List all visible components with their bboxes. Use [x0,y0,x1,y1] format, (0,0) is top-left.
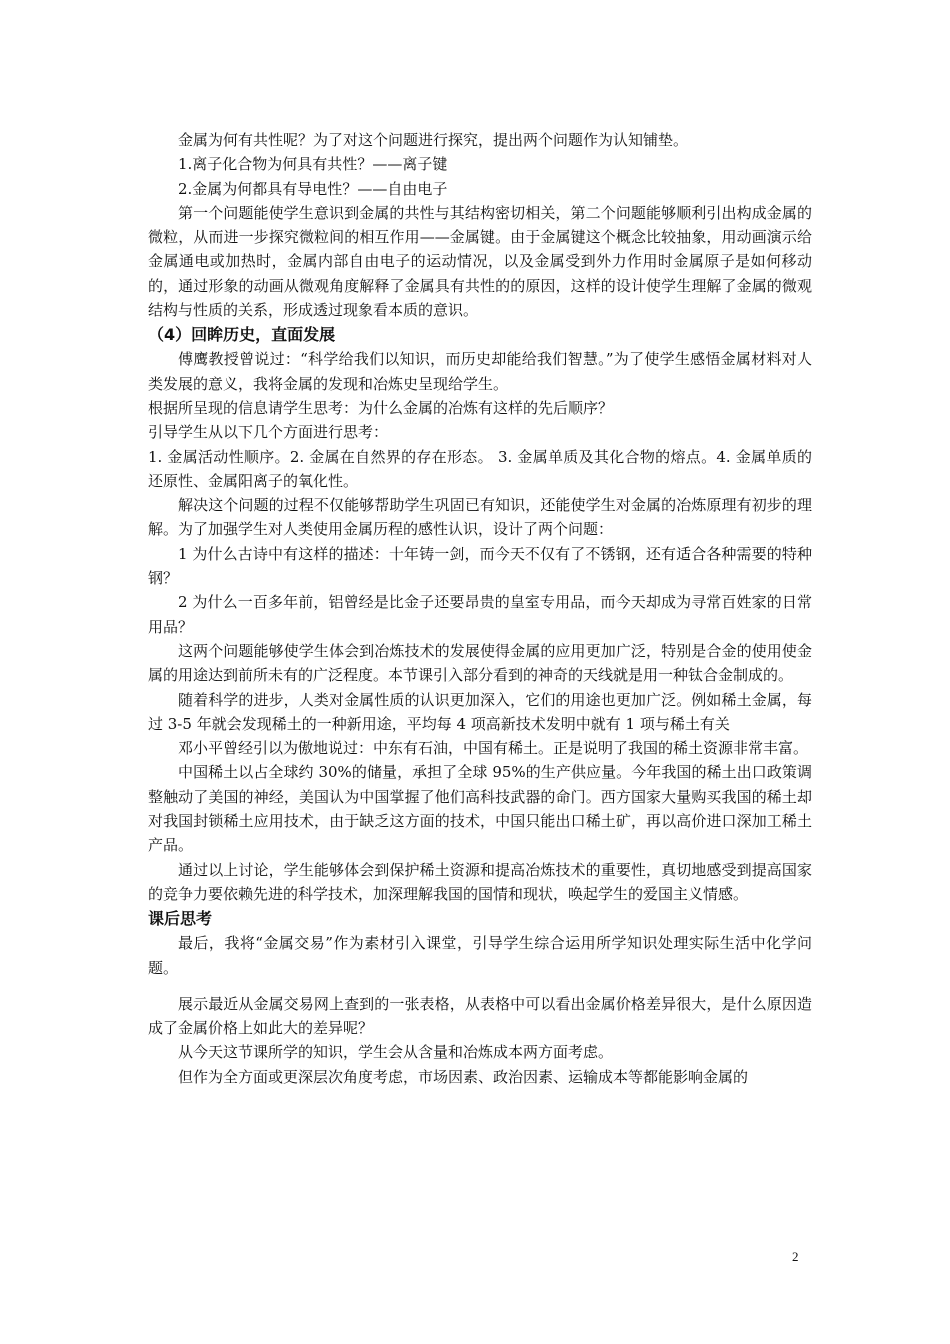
paragraph: 邓小平曾经引以为傲地说过：中东有石油，中国有稀土。正是说明了我国的稀土资源非常丰富。 [178,739,809,758]
paragraph: 1. 金属活动性顺序。2. 金属在自然界的存在形态。 3. 金属单质及其化合物的熔点。4. 金属单质的还原性、金属阳离子的氧化性。 [148,447,812,490]
list-item: 2.金属为何都具有导电性？——自由电子 [178,179,448,198]
paragraph: 展示最近从金属交易网上查到的一张表格，从表格中可以看出金属价格差异很大，是什么原因造成了金属价格上如此大的差异呢？ [148,994,812,1038]
paragraph: 从今天这节课所学的知识，学生会从含量和冶炼成本两方面考虑。 [178,1043,614,1062]
spacer [148,980,812,992]
paragraph: 最后，我将“金属交易”作为素材引入课堂，引导学生综合运用所学知识处理实际生活中化学问题。 [148,934,812,977]
list-item: 1.离子化合物为何具有共性？——离子键 [178,155,448,174]
paragraph: 中国稀土以占全球约 30%的储量，承担了全球 95%的生产供应量。今年我国的稀土出口政策调整触动了美国的神经，美国认为中国掌握了他们高科技武器的命门。西方国家大量购买我国的稀土却对我国封锁稀土应用技术，由于缺乏这方面的技术，中国只能出口稀土矿，再以高价进口深加工稀土产品。 [148,763,812,855]
list-item: 1 为什么古诗中有这样的描述：十年铸一剑，而今天不仅有了不锈钢，还有适合各种需要的特种钢？ [148,544,812,588]
paragraph: 傅鹰教授曾说过：“科学给我们以知识，而历史却能给我们智慧。”为了使学生感悟金属材料对人类发展的意义，我将金属的发现和冶炼史呈现给学生。 [148,350,812,393]
section-heading: 课后思考 [148,909,213,929]
paragraph: 通过以上讨论，学生能够体会到保护稀土资源和提高冶炼技术的重要性，真切地感受到提高国家的竞争力要依赖先进的科学技术，加深理解我国的国情和现状，唤起学生的爱国主义情感。 [148,860,812,903]
paragraph: 第一个问题能使学生意识到金属的共性与其结构密切相关，第二个问题能够顺利引出构成金属的微粒，从而进一步探究微粒间的相互作用——金属键。由于金属键这个概念比较抽象，用动画演示给金属通电或加热时，金属内部自由电子的运动情况，以及金属受到外力作用时金属原子是如何移动的，通过形象的动画从微观角度解释了金属具有共性的的原因，这样的设计使学生理解了金属的微观结构与性质的关系，形成透过现象看本质的意识。 [148,203,812,320]
body-text [148,128,812,1089]
paragraph: 随着科学的进步，人类对金属性质的认识更加深入，它们的用途也更加广泛。例如稀土金属，每过 3-5 年就会发现稀土的一种新用途，平均每 4 项高新技术发明中就有 1 项与稀土有关 [148,690,812,733]
paragraph: 引导学生从以下几个方面进行思考： [148,423,389,442]
paragraph: 根据所呈现的信息请学生思考：为什么金属的冶炼有这样的先后顺序？ [148,398,614,417]
paragraph: 这两个问题能够使学生体会到冶炼技术的发展使得金属的应用更加广泛，特别是合金的使用使金属的用途达到前所未有的广泛程度。本节课引入部分看到的神奇的天线就是用一种钛合金制成的。 [148,641,812,685]
paragraph: 金属为何有共性呢？为了对这个问题进行探究，提出两个问题作为认知铺垫。 [178,131,689,149]
paragraph: 但作为全方面或更深层次角度考虑，市场因素、政治因素、运输成本等都能影响金属的 [178,1067,749,1086]
page-number: 2 [792,1249,799,1264]
section-heading: （4）回眸历史，直面发展 [148,325,336,345]
list-item: 2 为什么一百多年前，铝曾经是比金子还要昂贵的皇室专用品，而今天却成为寻常百姓家的日常用品？ [148,593,812,636]
paragraph: 解决这个问题的过程不仅能够帮助学生巩固已有知识，还能使学生对金属的冶炼原理有初步的理解。为了加强学生对人类使用金属历程的感性认识，设计了两个问题： [148,496,812,539]
